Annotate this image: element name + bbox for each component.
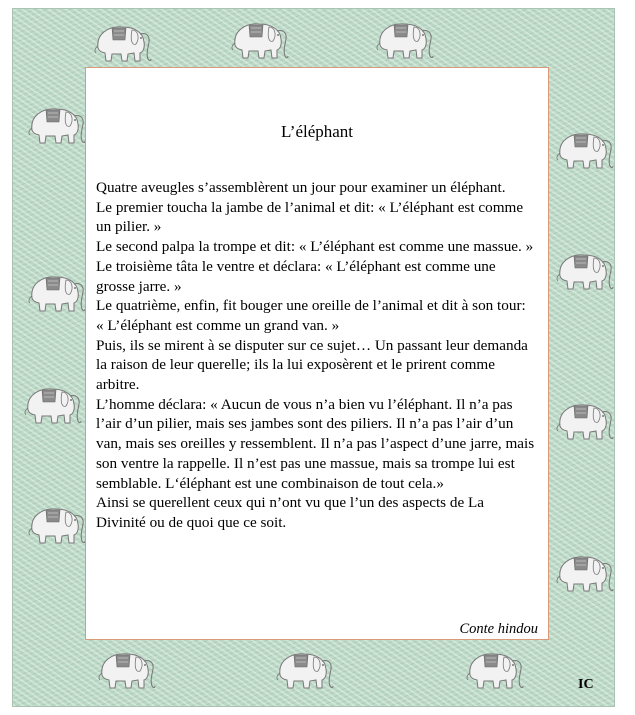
elephant-drawing bbox=[88, 18, 154, 64]
story-paragraph: Quatre aveugles s’assemblèrent un jour pour examiner un éléphant. bbox=[96, 179, 506, 196]
story-title: L’éléphant bbox=[280, 122, 354, 141]
story-paragraph: Le troisième tâta le ventre et déclara: « L’éléphant est comme une grosse jarre. » bbox=[96, 257, 496, 295]
elephant-drawing bbox=[550, 396, 616, 442]
elephant-drawing bbox=[225, 15, 291, 61]
story-paragraph: Ainsi se querellent ceux qui n’ont vu que l’un des aspects de La Divinité ou de quoi que ce soit. bbox=[96, 494, 485, 531]
elephant-drawing bbox=[270, 645, 336, 691]
elephant-drawing bbox=[550, 246, 616, 292]
author-initials: IC bbox=[578, 677, 594, 692]
elephant-drawing bbox=[460, 645, 526, 691]
elephant-drawing bbox=[550, 548, 616, 594]
elephant-drawing bbox=[18, 380, 84, 426]
story-paragraph: Le premier toucha la jambe de l’animal et dit: « L’éléphant est comme un pilier. » bbox=[96, 198, 524, 236]
story-paragraph: Puis, ils se mirent à se disputer sur ce sujet… Un passant leur demanda la raison de leur querelle; ils la lui exposèrent et le prirent comme arbitre. bbox=[96, 336, 528, 394]
story-paragraph: Le second palpa la trompe et dit: « L’éléphant est comme une massue. » bbox=[96, 238, 534, 256]
story-attribution: Conte hindou bbox=[459, 621, 538, 637]
elephant-drawing bbox=[370, 15, 436, 61]
elephant-drawing bbox=[22, 100, 88, 146]
story-paragraph: Le quatrième, enfin, fit bouger une oreille de l’animal et dit à son tour: « L’éléphant est comme un grand van. » bbox=[96, 297, 526, 334]
elephant-drawing bbox=[550, 125, 616, 171]
story-paragraph: L’homme déclara: « Aucun de vous n’a bien vu l’éléphant. Il n’a pas l’air d’un pilier, mais ses jambes sont des piliers. Il n’a pas l’air d’un van, mais ses oreilles y ressemblent. Il n’a pas l’aspect d’une jarre, mais son ventre la rappelle. Il n’est pas une massue, mais sa trompe lui est semblable. L‘éléphant est une combinaison de tout cela.» bbox=[96, 395, 535, 492]
elephant-drawing bbox=[22, 268, 88, 314]
story-panel bbox=[85, 67, 549, 640]
elephant-drawing bbox=[22, 500, 88, 546]
elephant-drawing bbox=[92, 645, 158, 691]
story-text bbox=[96, 178, 536, 533]
